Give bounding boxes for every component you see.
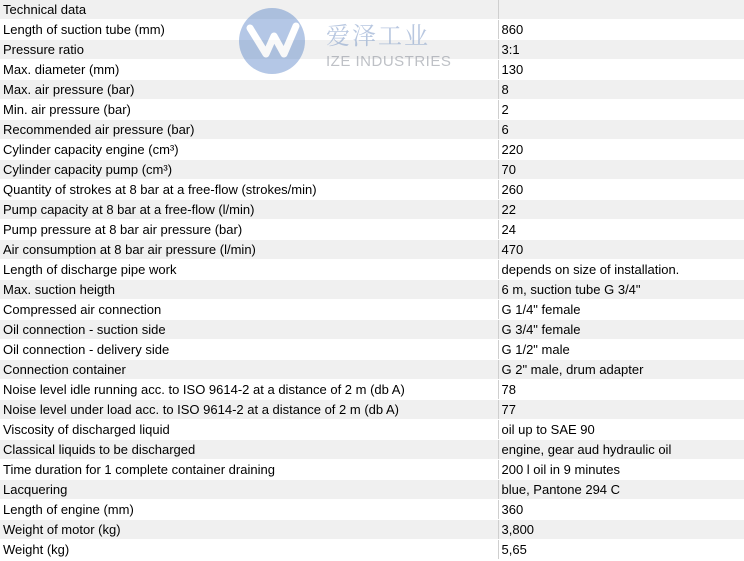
spec-label: Oil connection - delivery side xyxy=(0,340,498,360)
spec-value: oil up to SAE 90 xyxy=(498,420,744,440)
spec-value: 3:1 xyxy=(498,40,744,60)
spec-label: Lacquering xyxy=(0,480,498,500)
spec-label: Cylinder capacity engine (cm³) xyxy=(0,140,498,160)
spec-label: Compressed air connection xyxy=(0,300,498,320)
table-row xyxy=(0,0,744,20)
table-row xyxy=(0,20,744,40)
spec-label: Quantity of strokes at 8 bar at a free-flow (strokes/min) xyxy=(0,180,498,200)
spec-label: Pump capacity at 8 bar at a free-flow (l/min) xyxy=(0,200,498,220)
table-row xyxy=(0,340,744,360)
table-row xyxy=(0,360,744,380)
spec-label: Pressure ratio xyxy=(0,40,498,60)
watermark-brand-cn: 爱泽工业 xyxy=(326,22,430,50)
spec-label: Recommended air pressure (bar) xyxy=(0,120,498,140)
table-row xyxy=(0,160,744,180)
table-row xyxy=(0,500,744,520)
spec-label: Length of engine (mm) xyxy=(0,500,498,520)
table-row xyxy=(0,300,744,320)
spec-label: Technical data xyxy=(0,0,498,20)
spec-label: Weight of motor (kg) xyxy=(0,520,498,540)
spec-value: 200 l oil in 9 minutes xyxy=(498,460,744,480)
table-row xyxy=(0,380,744,400)
table-row xyxy=(0,280,744,300)
table-row xyxy=(0,180,744,200)
spec-value: G 3/4" female xyxy=(498,320,744,340)
spec-label: Length of discharge pipe work xyxy=(0,260,498,280)
spec-value: 130 xyxy=(498,60,744,80)
table-row xyxy=(0,40,744,60)
spec-label: Connection container xyxy=(0,360,498,380)
spec-value: 24 xyxy=(498,220,744,240)
table-row xyxy=(0,100,744,120)
table-row xyxy=(0,420,744,440)
spec-label: Oil connection - suction side xyxy=(0,320,498,340)
spec-label: Time duration for 1 complete container draining xyxy=(0,460,498,480)
table-row xyxy=(0,220,744,240)
spec-value: 70 xyxy=(498,160,744,180)
spec-value: 470 xyxy=(498,240,744,260)
spec-label: Noise level idle running acc. to ISO 9614-2 at a distance of 2 m (db A) xyxy=(0,380,498,400)
table-row xyxy=(0,480,744,500)
spec-label: Min. air pressure (bar) xyxy=(0,100,498,120)
spec-value: 78 xyxy=(498,380,744,400)
spec-label: Max. suction heigth xyxy=(0,280,498,300)
spec-label: Classical liquids to be discharged xyxy=(0,440,498,460)
spec-value: 6 m, suction tube G 3/4" xyxy=(498,280,744,300)
spec-value: G 2" male, drum adapter xyxy=(498,360,744,380)
table-row xyxy=(0,260,744,280)
spec-label: Cylinder capacity pump (cm³) xyxy=(0,160,498,180)
table-row xyxy=(0,200,744,220)
table-row xyxy=(0,520,744,540)
table-row xyxy=(0,540,744,560)
spec-value: 260 xyxy=(498,180,744,200)
spec-value: 8 xyxy=(498,80,744,100)
spec-value xyxy=(498,0,744,20)
spec-value: 77 xyxy=(498,400,744,420)
spec-value: blue, Pantone 294 C xyxy=(498,480,744,500)
table-row xyxy=(0,240,744,260)
table-row xyxy=(0,60,744,80)
spec-value: depends on size of installation. xyxy=(498,260,744,280)
spec-value: G 1/4" female xyxy=(498,300,744,320)
spec-value: 3,800 xyxy=(498,520,744,540)
spec-value: 220 xyxy=(498,140,744,160)
spec-label: Viscosity of discharged liquid xyxy=(0,420,498,440)
table-row xyxy=(0,140,744,160)
spec-label: Weight (kg) xyxy=(0,540,498,560)
spec-value: 6 xyxy=(498,120,744,140)
spec-value: 360 xyxy=(498,500,744,520)
spec-value: G 1/2" male xyxy=(498,340,744,360)
table-row xyxy=(0,80,744,100)
spec-value: 5,65 xyxy=(498,540,744,560)
watermark-brand-en: IZE INDUSTRIES xyxy=(326,53,452,70)
spec-label: Max. diameter (mm) xyxy=(0,60,498,80)
spec-value: 22 xyxy=(498,200,744,220)
spec-label: Noise level under load acc. to ISO 9614-2 at a distance of 2 m (db A) xyxy=(0,400,498,420)
spec-label: Length of suction tube (mm) xyxy=(0,20,498,40)
spec-label: Pump pressure at 8 bar air pressure (bar) xyxy=(0,220,498,240)
spec-label: Max. air pressure (bar) xyxy=(0,80,498,100)
table-row xyxy=(0,440,744,460)
table-row xyxy=(0,320,744,340)
spec-label: Air consumption at 8 bar air pressure (l/min) xyxy=(0,240,498,260)
spec-value: engine, gear aud hydraulic oil xyxy=(498,440,744,460)
table-row xyxy=(0,460,744,480)
spec-value: 860 xyxy=(498,20,744,40)
table-row xyxy=(0,400,744,420)
table-row xyxy=(0,120,744,140)
spec-value: 2 xyxy=(498,100,744,120)
